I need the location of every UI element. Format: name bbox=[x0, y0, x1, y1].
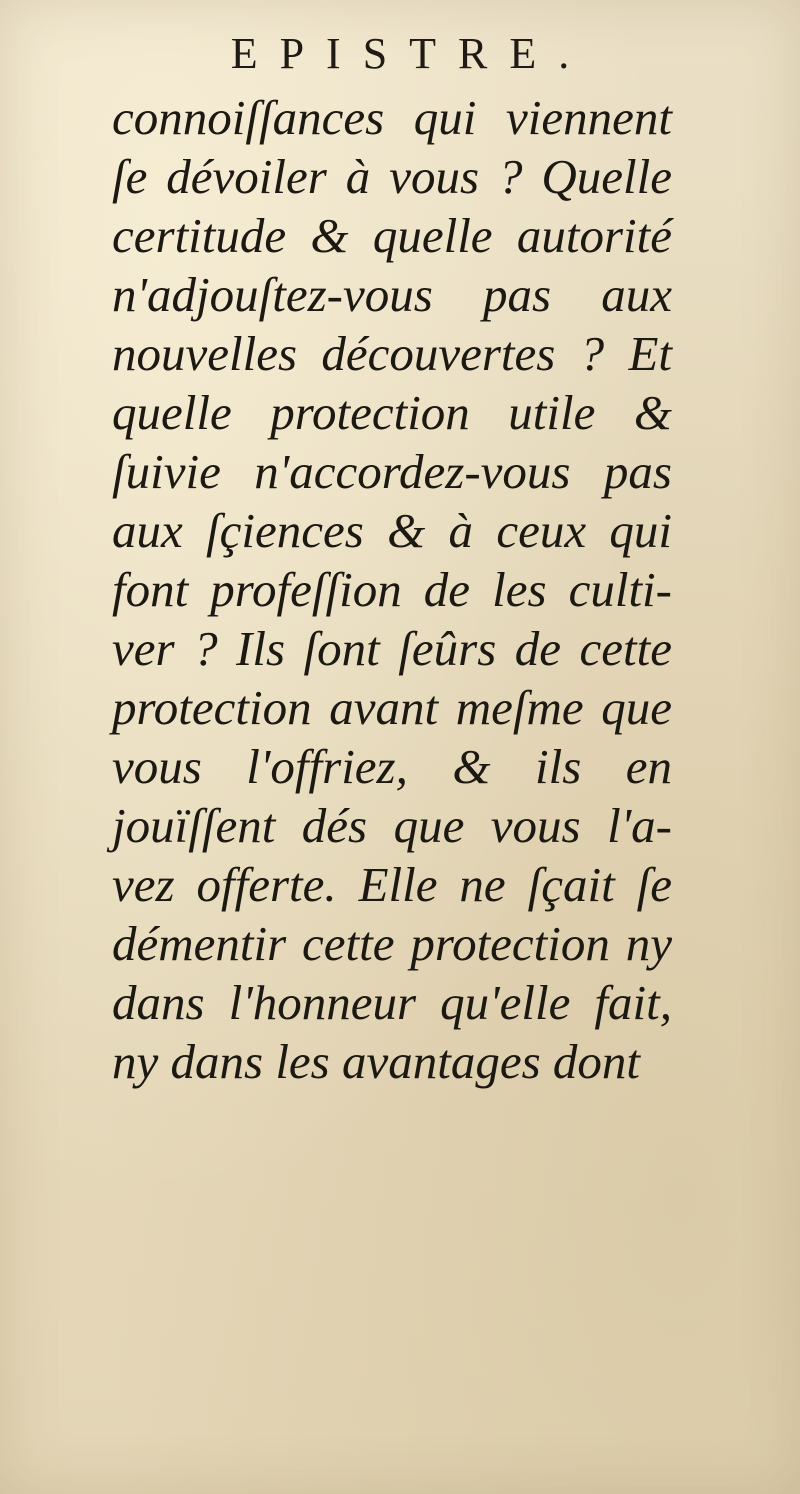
text-line: nouvelles découvertes ? Et bbox=[112, 326, 672, 381]
text-line: connoiſſances qui viennent bbox=[112, 90, 672, 145]
text-line: quelle protection utile & bbox=[112, 385, 672, 440]
text-line: n'adjouſtez-vous pas aux bbox=[112, 267, 672, 322]
text-line: font profeſſion de les culti- bbox=[112, 562, 672, 617]
text-line: certitude & quelle autorité bbox=[112, 208, 672, 263]
text-line: jouïſſent dés que vous l'a- bbox=[112, 798, 672, 853]
text-line: vez offerte. Elle ne ſçait ſe bbox=[112, 857, 672, 912]
text-line: aux ſçiences & à ceux qui bbox=[112, 503, 672, 558]
text-line: dans l'honneur qu'elle fait, bbox=[112, 975, 672, 1030]
text-line: ſe dévoiler à vous ? Quelle bbox=[112, 149, 672, 204]
running-head: EPISTRE. bbox=[230, 29, 592, 78]
body-text bbox=[112, 88, 672, 1091]
text-line: ver ? Ils ſont ſeûrs de cette bbox=[112, 621, 672, 676]
text-line: démentir cette protection ny bbox=[112, 916, 672, 971]
text-line: ny dans les avantages dont bbox=[112, 1034, 641, 1089]
text-line: protection avant meſme que bbox=[112, 680, 672, 735]
text-line: ſuivie n'accordez-vous pas bbox=[112, 444, 672, 499]
text-line: vous l'offriez, & ils en bbox=[112, 739, 672, 794]
